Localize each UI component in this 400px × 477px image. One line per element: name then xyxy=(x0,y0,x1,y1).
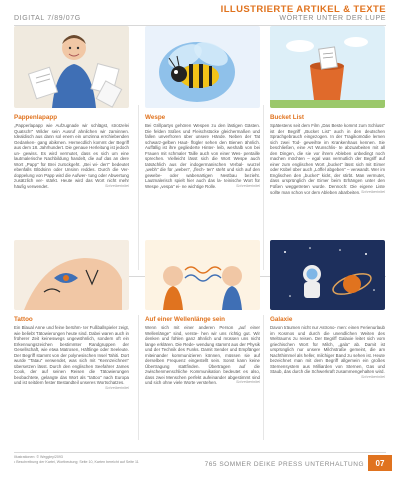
credit-line: • Beschreibung der Kartei, Wortbeutung; Seite 10, Karten bereicht auf Seite 11 xyxy=(14,459,139,464)
illustration-bucket-list xyxy=(270,26,385,108)
page-number-badge: 07 xyxy=(368,455,392,471)
article-author: Schreiberinitel xyxy=(360,189,385,194)
illustration-astronaut-galaxy xyxy=(270,240,385,310)
article-card-tattoo xyxy=(14,240,129,392)
article-body: Ein Blaual Anne und feine berühm- ter Fußballspieler zeigt, wie beliebt Tätowierungen heute sind. Dabei waren auch in früherer Zeit keineswegs ungewöhnlich, sondern oft ein Erkennungszeichen bestimmter Randgruppen der Gesellschaft, wie etwa Matrosen, Häftlinge oder Seeleute. Der Begriff stammt von der polynesischen Insel Tahiti. Dort wurde "Tatau" verwendet, was sich mit "Kennzeichnen" übersetzen lässt. Durch den englischen Seefahrer James Cook, der auf seinen Reisen die Tätowierungen beobachtete, gelangte das Wort als "tattoo" nach Europa und ist seitdem fester Bestandteil unseres Wortschatzes. Schreiberinitel xyxy=(14,325,129,391)
article-title: Auf einer Wellenlänge sein xyxy=(145,316,226,323)
footer-brand: 765 SOMMER DEIKE PRESS UNTERHALTUNG xyxy=(204,461,364,468)
footer-credit xyxy=(14,455,139,464)
article-card-bucket-list xyxy=(270,26,385,195)
article-body: Bei Grillpartys gehören Wespen zu den lästigen Gästen. Die felden Süßes und Fleischstücke gleichermaßen und fallen unverfroren über unsere Hände. Neben der Tat schwarz-gelben Haut- flügler sehen den Bienen ähnlich. Auffällig ist ihre gegliederte Hinter- leib, weshalb von bei Frauen mit schmaler Taille auch von einer Wes- pentaille sprechen. Vielleicht lässt sich die Wort Wespe auch tatsächlich aus der indogermanischen Verbal- wurzel „webh" die für „weben", „flech- ten" steht und sich auf den gewebe- oder wabenartigen Nestbau bezieht. Lautmalerisch spielt hier auch das la- teinische Wort für Wespe „vespa" ei- ne wichtige Rolle. Schreiberinitel xyxy=(145,123,260,190)
credit-line: Illustrationen: © Weggley/2093 xyxy=(14,455,63,459)
illustration-man-with-papers xyxy=(14,26,129,108)
illustration-wasp xyxy=(145,26,260,108)
article-title: Bucket List xyxy=(270,114,304,121)
article-body: Spätestens seit dem Film „Das Beste kommt zum Schluss" ist der Begriff „Bucket List" auch in den deutschen Sprachgebrauch eingezogen. In der Tragikomödie lernen sich zwei Tod- geweihte im Krankenhaus kennen. Sie beschließen, eine Art Wunschlis- te abzuarbeiten mit all den Dingen, die sie vor ihrem Ableben unbedingt noch machen möchten – egal was vermutlich der Begriff auf einer zum englischen Wort „bucket" lässt sich mit Eimer oder Kübel über auch „Löffel abgeben" – verwandt. Wer im Englischen den „bucket" kickt, der stirbt. Man vermutet, dass ursprünglich der Eimer beim Erhängen unter den Füßen weggetreten wurde. Dennoch: Die eigene Liste sollte man schon vor dem Ableben abarbeiten. Schreiberinitel xyxy=(270,123,385,195)
article-card-galaxie xyxy=(270,240,385,380)
article-title: Wespe xyxy=(145,114,166,121)
footer-divider xyxy=(14,452,386,453)
issue-label: DIGITAL 7/89/07G xyxy=(14,15,81,22)
column-divider xyxy=(138,105,139,270)
article-card-pappenlapapp xyxy=(14,26,129,190)
illustration-tattooed-arm xyxy=(14,240,129,310)
article-card-wellenlaenge xyxy=(145,240,260,386)
section-subtitle: WÖRTER UNTER DER LUPE xyxy=(279,15,386,22)
article-card-wespe xyxy=(145,26,260,190)
article-author: Schreiberinitel xyxy=(104,184,129,189)
column-divider xyxy=(263,105,264,270)
article-body: Wenn sich mit einer anderen Person „auf einer Wellenlänge" sind, verste- hen wir uns richtig gut. Wir denken und fühlen ganz ähnlich und müssen uns nicht lange erklären. Die Rede- wendung stammt aus der Physik und der Technik des Funks. Damit Sender und Empfänger miteinander kommunizieren können, müssen sie auf derselben Frequenz eingestellt sein. Sonst kann keine Übertragung stattfinden. Übertragen auf die zwischenmenschliche Kommunikation bedeutet es also, dass zwei Menschen perfekt aufeinander abgestimmt sind und sich ohne viele Worte verstehen. Schreiberinitel xyxy=(145,325,260,386)
article-title: Tattoo xyxy=(14,316,33,323)
column-divider xyxy=(138,315,139,440)
article-body: „Papperlapapp wie Aufzugnade wir schlägst, strotzelei Quatsch!" Wilder sein Ausruf ahnlichen wir zaminnen. Idealdisch aus dann sol enem ein umzinna errchiebenden Gedanken- gang abikmen. Hernecdlich kommt der Begriff aus dem 18. Jahrhundert. Die genaue Herleitung ist jedoch un- gewiss. Es wird vermutet, dass es sich um eine lautmalerische Nachbildung handelt, die auf das an dere Wort „Papp" für Brei zurückgeht. „Bei wi- derr" bedeutet ebenfalls Blödsinn oder Unsinn reddes. Durch die Ver- doppelung von Papp wird die Aufwer- tung oder Abwertung zusätzlich ver- stärkt. Heute wird das Wort nicht mehr häufig verwendet. Schreiberinitel xyxy=(14,123,129,190)
section-title: ILLUSTRIERTE ARTIKEL & TEXTE xyxy=(220,4,386,15)
article-body: Davon träumen nicht nur Astrono- men: einen Ferienurlaub im Kosmos und durch die unendlichen Weiten des Weltraums zu reisen. Der Begriff Galaxie leitet sich vom griechischen Wort für Milch, „gala" ab. Damit ist ursprünglich nur unsere Milchstraße gemeint, die am Nachthimmel als heller, milchiger Band zu sehen ist. Heute bezeichnet man mit dem Begriff allgemein ein großes Sternensystem aus Milliarden von Sternen, Gas und Staub, das durch die Schwerkraft zusammengehalten wird. Schreiberinitel xyxy=(270,325,385,379)
article-author: Schreiberinitel xyxy=(235,380,260,385)
article-title: Galaxie xyxy=(270,316,293,323)
article-author: Schreiberinitel xyxy=(104,386,129,391)
illustration-radio-waves xyxy=(145,240,260,310)
column-divider xyxy=(263,315,264,440)
article-author: Schreiberinitel xyxy=(235,184,260,189)
article-author: Schreiberinitel xyxy=(360,374,385,379)
article-title: Pappenlapapp xyxy=(14,114,58,121)
